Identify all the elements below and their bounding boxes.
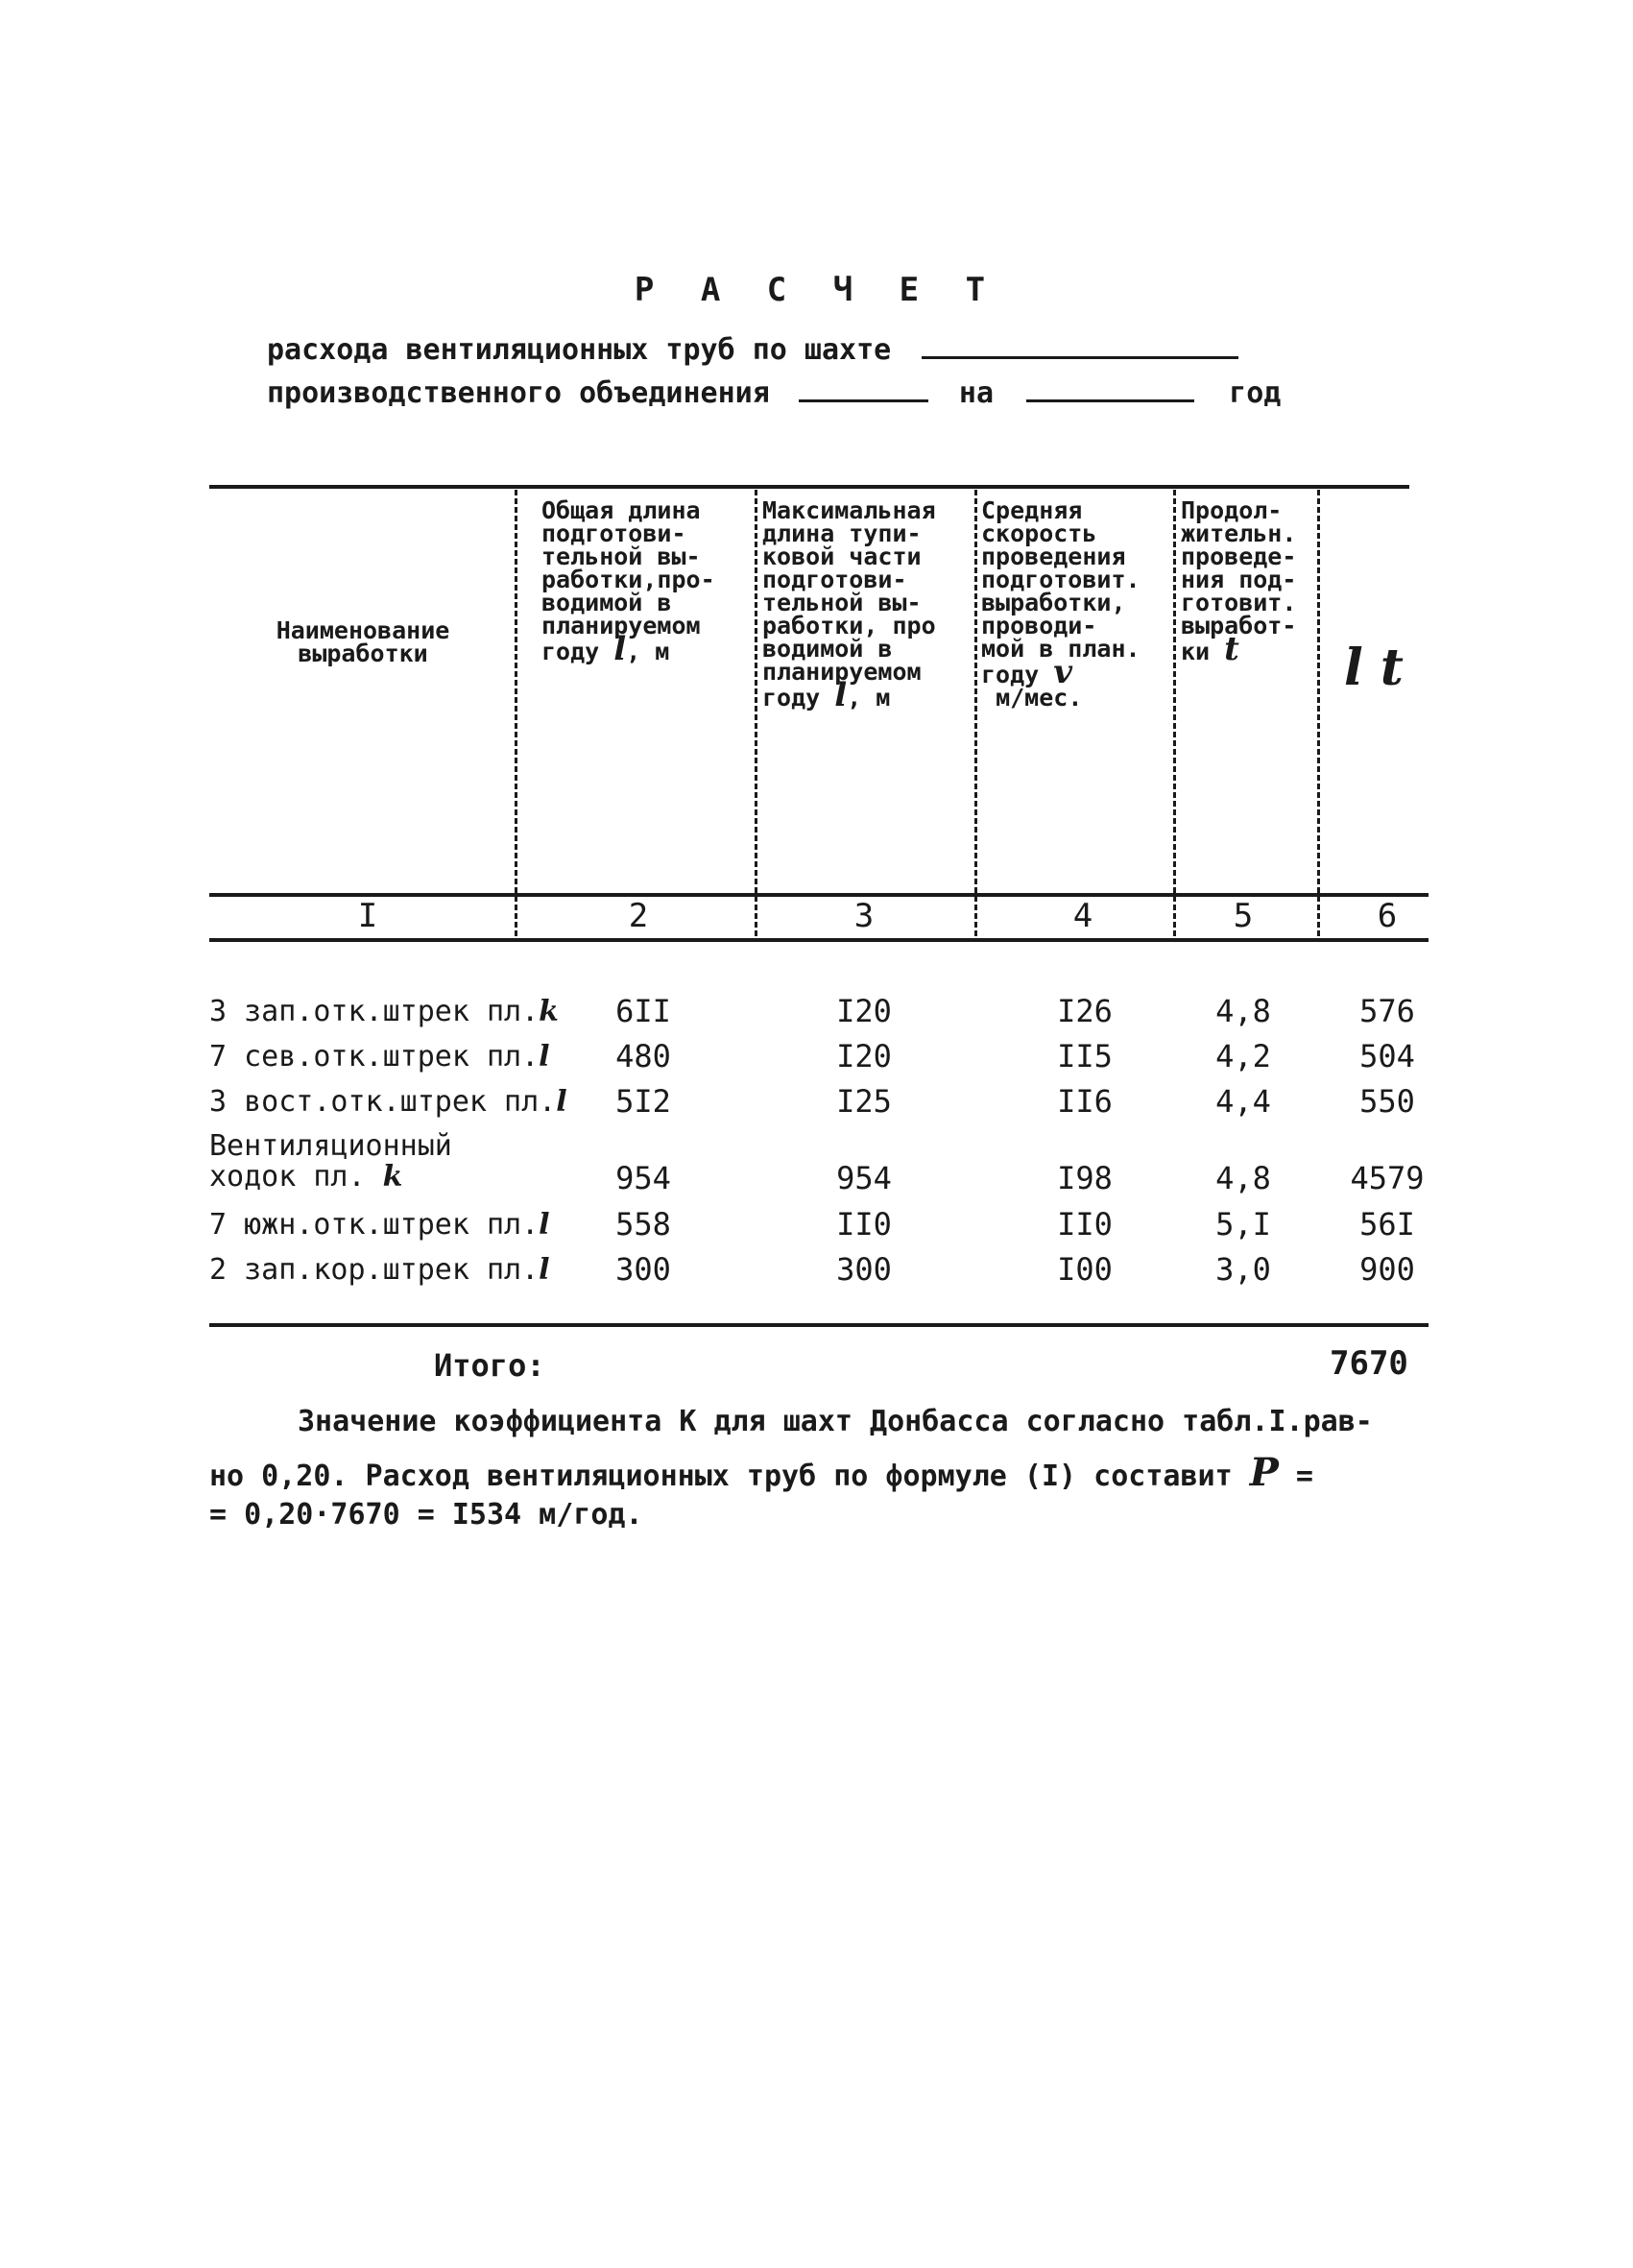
col-separator-2 [755, 490, 757, 936]
row-2-c4: II5 [1057, 1038, 1113, 1074]
document-title: Р А С Ч Е Т [634, 271, 999, 309]
paragraph-line-3: = 0,20·7670 = I534 м/год. [209, 1498, 643, 1532]
row-1-name-text: 3 зап.отк.штрек пл. [209, 995, 540, 1028]
header-speed-text: Средняя скорость проведения подготовит. выработки, проводи- мой в план. году [981, 496, 1141, 688]
col-separator-1 [515, 490, 517, 936]
header-max-length-unit: , м [847, 684, 891, 712]
header-total-length-text: Общая длина подготови- тельной вы- работки,про- водимой в планируемом году [541, 496, 715, 665]
row-4-name [209, 1131, 452, 1193]
subtitle-line-1 [267, 331, 1238, 367]
col-separator-4 [1173, 490, 1176, 936]
row-3-c2: 5I2 [615, 1083, 671, 1120]
row-4-c2: 954 [615, 1160, 671, 1196]
column-number-2: 2 [628, 897, 649, 935]
row-1-seam: k [539, 995, 559, 1028]
row-2-name [209, 1040, 550, 1074]
column-number-5: 5 [1233, 897, 1254, 935]
association-blank [799, 374, 928, 402]
row-5-c5: 5,I [1215, 1206, 1271, 1243]
total-value: 7670 [1330, 1344, 1408, 1383]
row-5-c2: 558 [615, 1206, 671, 1243]
total-label: Итого: [434, 1347, 545, 1384]
row-3-c5: 4,4 [1215, 1083, 1271, 1120]
row-4-c4: I98 [1057, 1160, 1113, 1196]
subtitle-text-2c: год [1229, 376, 1282, 410]
subtitle-text-1: расхода вентиляционных труб по шахте [267, 333, 892, 367]
row-6-name [209, 1253, 550, 1287]
column-number-6: 6 [1377, 897, 1398, 935]
row-3-seam: l [556, 1085, 567, 1119]
row-1-c5: 4,8 [1215, 993, 1271, 1029]
row-6-c2: 300 [615, 1251, 671, 1288]
mine-name-blank [922, 331, 1238, 359]
col-separator-5 [1317, 490, 1320, 936]
column-number-rule [209, 938, 1429, 942]
row-4-c6: 4579 [1350, 1160, 1425, 1196]
row-3-name [209, 1085, 567, 1119]
header-total-length-unit: , м [626, 638, 670, 665]
formula-symbol: P [1249, 1450, 1279, 1495]
row-4-name-text: Вентиляционный ходок пл. [209, 1129, 452, 1194]
header-total-length [541, 496, 715, 668]
row-5-name-text: 7 южн.отк.штрек пл. [209, 1208, 540, 1242]
row-3-name-text: 3 вост.отк.штрек пл. [209, 1085, 557, 1119]
row-5-c4: II0 [1057, 1206, 1113, 1243]
column-number-3: 3 [853, 897, 875, 935]
header-total-length-symbol: l [613, 630, 627, 668]
row-6-c4: I00 [1057, 1251, 1113, 1288]
subtitle-text-2a: производственного объединения [267, 376, 770, 410]
row-2-c5: 4,2 [1215, 1038, 1271, 1074]
row-5-c6: 56I [1359, 1206, 1415, 1243]
row-6-c6: 900 [1359, 1251, 1415, 1288]
paragraph-line-2-text: но 0,20. Расход вентиляционных труб по формуле (I) составит [209, 1460, 1233, 1493]
header-max-length [762, 496, 936, 714]
column-number-4: 4 [1072, 897, 1093, 935]
header-duration [1181, 496, 1297, 687]
row-2-c3: I20 [836, 1038, 892, 1074]
column-number-1: I [357, 897, 378, 935]
row-2-c6: 504 [1359, 1038, 1415, 1074]
row-1-c3: I20 [836, 993, 892, 1029]
row-1-c6: 576 [1359, 993, 1415, 1029]
header-speed-unit: м/мес. [996, 684, 1083, 712]
header-speed [981, 496, 1141, 712]
row-6-c5: 3,0 [1215, 1251, 1271, 1288]
paragraph-line-1: Значение коэффициента К для шахт Донбасса согласно табл.I.рав- [298, 1405, 1373, 1438]
paragraph-line-2-end: = [1295, 1460, 1313, 1493]
row-3-c6: 550 [1359, 1083, 1415, 1120]
table-bottom-rule [209, 1323, 1429, 1327]
subtitle-text-2b: на [958, 376, 995, 410]
row-4-c3: 954 [836, 1160, 892, 1196]
row-4-c5: 4,8 [1215, 1160, 1271, 1196]
header-speed-symbol: v [1053, 653, 1073, 691]
header-duration-text: Продол- жительн. проведе- ния под- готовит. выработ- ки [1181, 496, 1297, 665]
subtitle-line-2 [267, 374, 1281, 410]
paragraph-line-2 [209, 1450, 1313, 1495]
year-blank [1026, 374, 1194, 402]
row-4-seam: k [382, 1160, 403, 1194]
row-1-c4: I26 [1057, 993, 1113, 1029]
row-2-c2: 480 [615, 1038, 671, 1074]
row-6-seam: l [539, 1253, 550, 1287]
row-6-name-text: 2 зап.кор.штрек пл. [209, 1253, 540, 1287]
col-separator-3 [974, 490, 977, 936]
table-top-rule [209, 485, 1409, 489]
header-duration-symbol: t [1224, 630, 1239, 668]
header-product: l t [1344, 639, 1404, 697]
header-name: Наименование выработки [276, 616, 450, 667]
row-1-name [209, 995, 559, 1028]
row-5-seam: l [539, 1208, 550, 1242]
row-3-c4: II6 [1057, 1083, 1113, 1120]
row-6-c3: 300 [836, 1251, 892, 1288]
header-max-length-symbol: l [834, 676, 848, 714]
row-1-c2: 6II [615, 993, 671, 1029]
row-3-c3: I25 [836, 1083, 892, 1120]
row-5-c3: II0 [836, 1206, 892, 1243]
row-2-seam: l [539, 1040, 550, 1074]
row-5-name [209, 1208, 550, 1242]
header-max-length-text: Максимальная длина тупи- ковой части подготови- тельной вы- работки, про водимой в планируемом году [762, 496, 936, 712]
row-2-name-text: 7 сев.отк.штрек пл. [209, 1040, 540, 1074]
